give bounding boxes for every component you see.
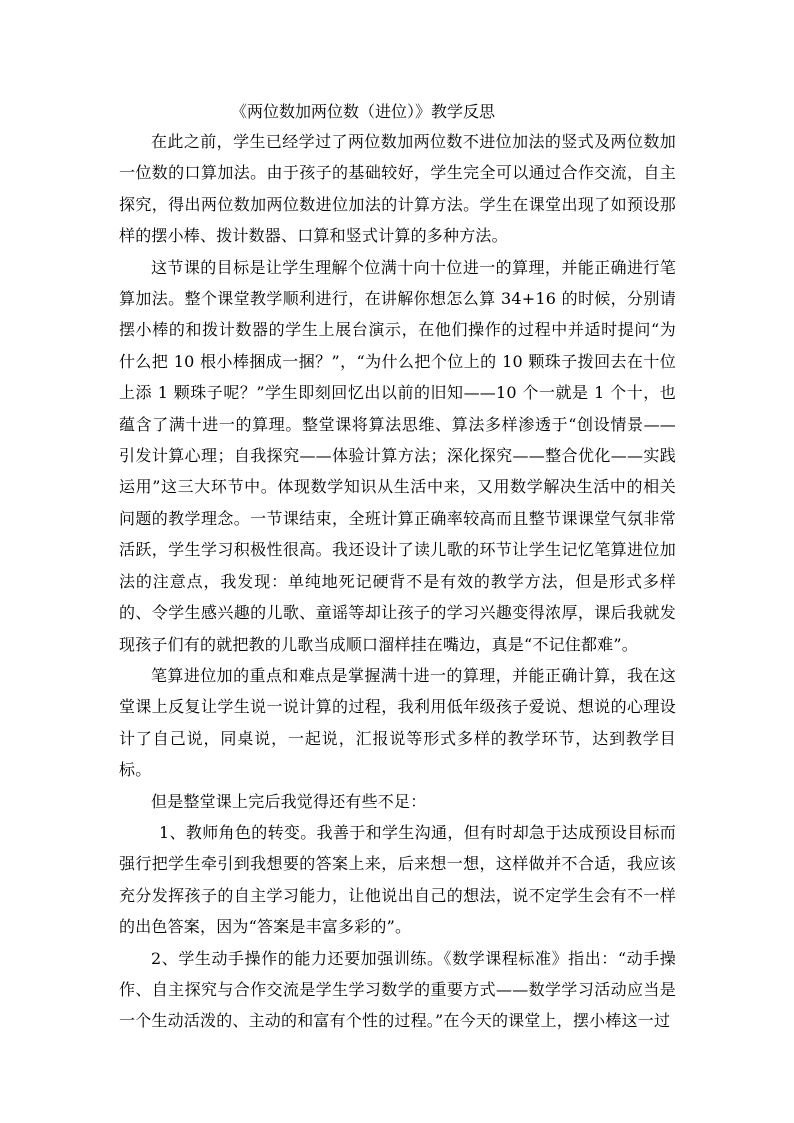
paragraph-key-points: 笔算进位加的重点和难点是掌握满十进一的算理，并能正确计算，我在这堂课上反复让学生说一说计算的过程，我利用低年级孩子爱说、想说的心理设计了自己说，同桌说，一起说，汇报说等形式多样的教学环节，达到教学目标。 (119, 665, 676, 780)
paragraph-prior-knowledge: 在此之前，学生已经学过了两位数加两位数不进位加法的竖式及两位数加一位数的口算加法。由于孩子的基础较好，学生完全可以通过合作交流，自主探究，得出两位数加两位数进位加法的计算方法。学生在课堂出现了如预设那样的摆小棒、拨计数器、口算和竖式计算的多种方法。 (119, 132, 676, 246)
paragraph-shortcomings-intro: 但是整堂课上完后我觉得还有些不足： (151, 791, 427, 811)
paragraph-shortcoming-2: 2、学生动手操作的能力还要加强训练。《数学课程标准》指出：“动手操作、自主探究与合作交流是学生学习数学的重要方式——数学学习活动应当是一个生动活泼的、主动的和富有个性的过程。”在今天的课堂上，摆小棒这一过 (119, 948, 676, 1031)
paragraph-lesson-goal: 这节课的目标是让学生理解个位满十向十位进一的算理，并能正确进行笔算加法。整个课堂教学顺利进行，在讲解你想怎么算 34+16 的时候，分别请摆小棒的和拨计数器的学生上展台演示，在他们操作的过程中并适时提问“为什么把 10 根小棒捆成一捆？”，“为什么把个位上的 10 颗珠子拨回去在十位上添 1 颗珠子呢？”学生即刻回忆出以前的旧知——10 个一就是 1 个十，也蕴含了满十进一的算理。整堂课将算法思维、算法多样渗透于“创设情景——引发计算心理；自我探究——体验计算方法；深化探究——整合优化——实践运用”这三大环节中。体现数学知识从生活中来，又用数学解决生活中的相关问题的教学理念。一节课结束，全班计算正确率较高而且整节课课堂气氛非常活跃，学生学习积极性很高。我还设计了读儿歌的环节让学生记忆笔算进位加法的注意点，我发现：单纯地死记硬背不是有效的教学方法，但是形式多样的、令学生感兴趣的儿歌、童谣等却让孩子的学习兴趣变得浓厚，课后我就发现孩子们有的就把教的儿歌当成顺口溜样挂在嘴边，真是“不记住都难”。 (119, 257, 676, 654)
document-page (119, 98, 676, 1037)
document-title: 《两位数加两位数（进位）》教学反思 (231, 102, 496, 121)
paragraph-shortcoming-1: 1、教师角色的转变。我善于和学生沟通，但有时却急于达成预设目标而强行把学生牵引到我想要的答案上来，后来想一想，这样做并不合适，我应该充分发挥孩子的自主学习能力，让他说出自己的想法，说不定学生会有不一样的出色答案，因为“答案是丰富多彩的”。 (119, 822, 676, 937)
